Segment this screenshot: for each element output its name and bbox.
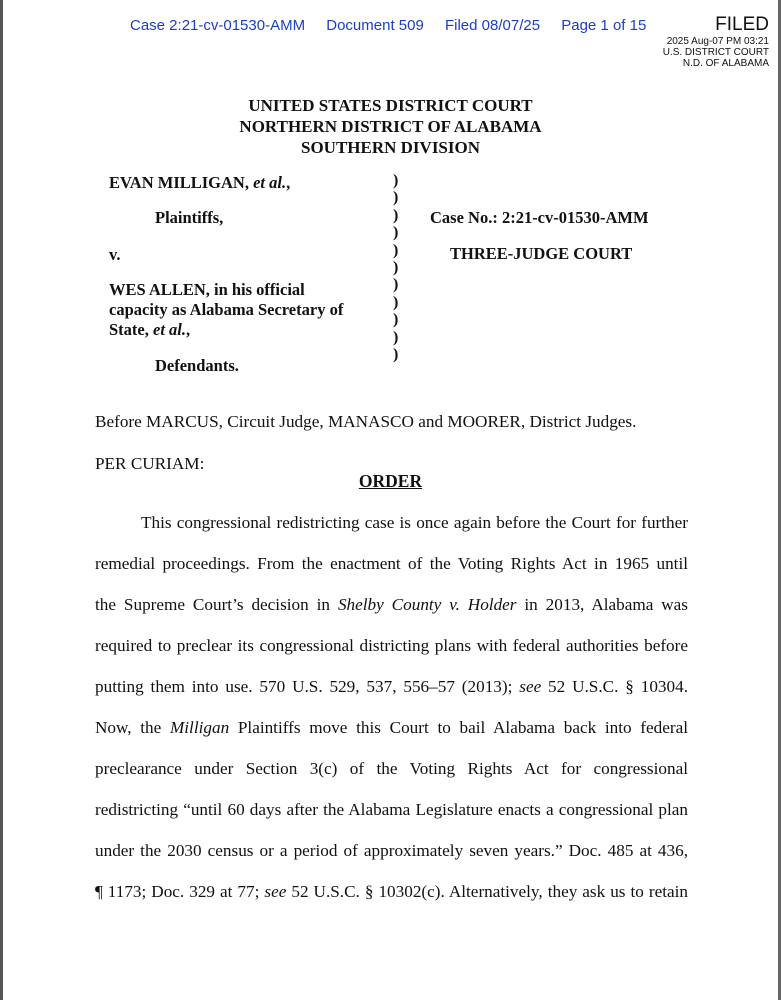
court-line-3: SOUTHERN DIVISION: [300, 138, 480, 157]
court-heading: [0, 95, 781, 158]
order-title: ORDER: [358, 471, 423, 491]
order-text-line-5: putting them into use. 570 U.S. 529, 537, 556–57 (2013); see 52 U.S.C. § 10304.: [95, 677, 688, 696]
caption-parentheses: ) ) ) ) ) ) ) ) ) ) ): [393, 172, 399, 364]
court-line-2: NORTHERN DISTRICT OF ALABAMA: [239, 117, 542, 136]
defendant-line-3: State, et al.,: [109, 320, 191, 339]
defendants-label: Defendants.: [155, 356, 239, 375]
filing-header: [130, 17, 663, 34]
order-text-line-7: preclearance under Section 3(c) of the Voting Rights Act for congressional: [95, 759, 688, 778]
plaintiffs-label: Plaintiffs,: [155, 208, 224, 227]
order-text-line-6: Now, the Milligan Plaintiffs move this Court to bail Alabama back into federal: [95, 718, 688, 737]
filed-stamp: [663, 14, 769, 69]
per-curiam: PER CURIAM:: [95, 454, 205, 473]
document-number: Document 509: [326, 17, 424, 34]
order-text-line-2: remedial proceedings. From the enactment of the Voting Rights Act in 1965 until: [95, 554, 688, 573]
before-judges: Before MARCUS, Circuit Judge, MANASCO and MOORER, District Judges.: [95, 412, 637, 431]
filed-district: N.D. OF ALABAMA: [682, 58, 769, 69]
three-judge-court: THREE-JUDGE COURT: [450, 244, 633, 263]
order-text-line-4: required to preclear its congressional districting plans with federal authorities before: [95, 636, 688, 655]
plaintiff-name: EVAN MILLIGAN, et al.,: [109, 173, 291, 192]
filed-date: Filed 08/07/25: [444, 17, 541, 34]
order-text-line-3: the Supreme Court’s decision in Shelby County v. Holder in 2013, Alabama was: [95, 595, 688, 614]
filed-datetime: 2025 Aug-07 PM 03:21: [666, 36, 769, 47]
defendant-line-2: capacity as Alabama Secretary of: [109, 300, 344, 319]
filed-court: U.S. DISTRICT COURT: [662, 47, 769, 58]
defendant-line-1: WES ALLEN, in his official: [109, 280, 305, 299]
page-indicator: Page 1 of 15: [561, 17, 647, 34]
versus-label: v.: [109, 245, 121, 264]
order-text-line-9: under the 2030 census or a period of approximately seven years.” Doc. 485 at 436,: [95, 841, 688, 860]
court-line-1: UNITED STATES DISTRICT COURT: [248, 96, 533, 115]
filed-label: FILED: [715, 14, 769, 35]
order-text-line-10: ¶ 1173; Doc. 329 at 77; see 52 U.S.C. § 10302(c). Alternatively, they ask us to retain: [95, 882, 688, 901]
case-number-caption: Case No.: 2:21-cv-01530-AMM: [430, 208, 649, 227]
order-text-line-1: This congressional redistricting case is once again before the Court for further: [141, 513, 688, 532]
order-text-line-8: redistricting “until 60 days after the Alabama Legislature enacts a congressional plan: [95, 800, 688, 819]
case-number: Case 2:21-cv-01530-AMM: [130, 17, 306, 34]
